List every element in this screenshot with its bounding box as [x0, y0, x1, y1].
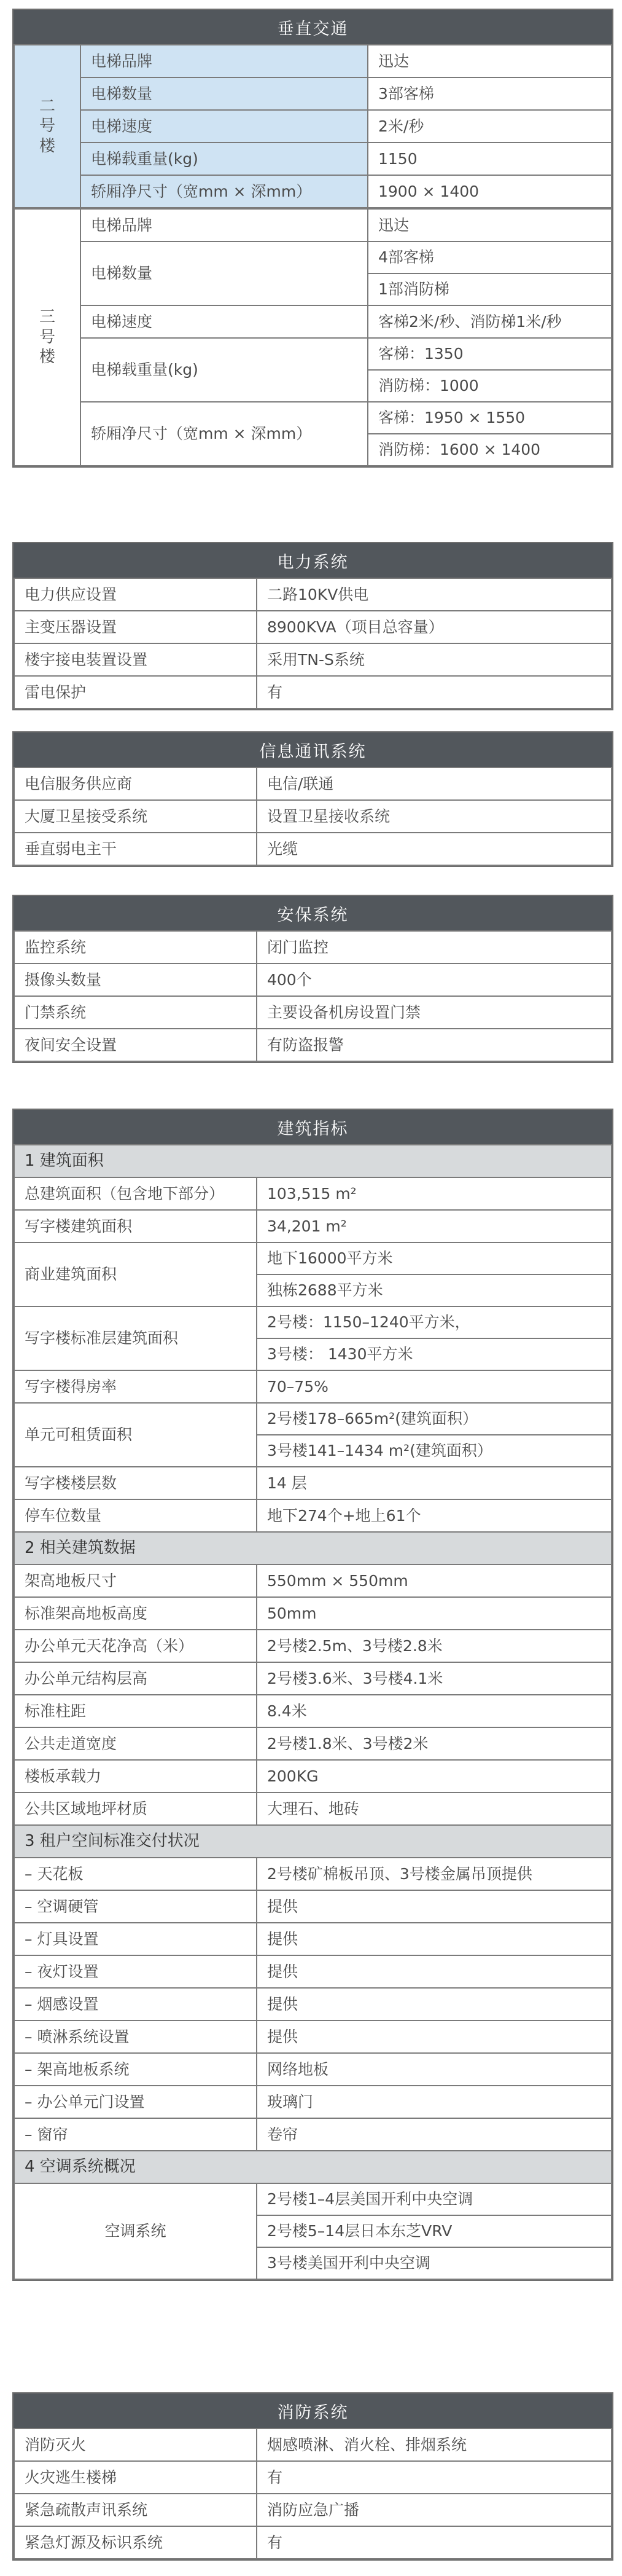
row-key: 写字楼楼层数 [14, 1467, 257, 1499]
row-key: 轿厢净尺寸（宽mm × 深mm） [80, 175, 368, 208]
row-value: 提供 [257, 1955, 612, 1988]
row-value: 烟感喷淋、消火栓、排烟系统 [257, 2429, 612, 2461]
row-value: 有 [257, 676, 612, 709]
row-key: 电梯载重量(kg) [80, 338, 368, 402]
building-3-label: 三号楼 [14, 209, 80, 466]
building-2-label: 二号楼 [14, 45, 80, 208]
row-key: 电信服务供应商 [14, 768, 257, 800]
row-value: 提供 [257, 1890, 612, 1923]
row-key: 标准架高地板高度 [14, 1597, 257, 1630]
row-value: 8900KVA（项目总容量） [257, 611, 612, 643]
row-value: 2号楼3.6米、3号楼4.1米 [257, 1662, 612, 1695]
fire-section [12, 2392, 613, 2561]
row-value: 34,201 m² [257, 1210, 612, 1243]
row-key: 消防灭火 [14, 2429, 257, 2461]
row-value: 消防应急广播 [257, 2494, 612, 2526]
row-key: – 窗帘 [14, 2118, 257, 2151]
row-value: 1150 [368, 143, 612, 175]
row-key: 监控系统 [14, 931, 257, 964]
row-value: 2号楼5–14层日本东芝VRV [257, 2215, 611, 2247]
row-value: 迅达 [368, 45, 612, 77]
row-value: 客梯：1350 [378, 345, 464, 363]
row-value: 有 [257, 2526, 612, 2559]
subsection-title: 1 建筑面积 [14, 1145, 612, 1177]
vertical-transport-section [12, 9, 613, 468]
row-key: 单元可租赁面积 [14, 1403, 257, 1467]
row-value: 消防梯：1000 [368, 370, 611, 401]
row-value: 2号楼2.5m、3号楼2.8米 [257, 1630, 612, 1662]
row-key: 空调系统 [14, 2183, 257, 2279]
building-3-table [14, 208, 612, 466]
row-value: 2号楼矿棉板吊顶、3号楼金属吊顶提供 [257, 1858, 612, 1890]
row-value: 2米/秒 [368, 110, 612, 143]
row-value: 1部消防梯 [368, 273, 611, 305]
row-value: 设置卫星接收系统 [257, 800, 612, 833]
building-metrics-table [14, 1144, 612, 2280]
section-title: 建筑指标 [14, 1110, 612, 1144]
row-value: 玻璃门 [257, 2086, 612, 2118]
row-key: 写字楼标准层建筑面积 [14, 1306, 257, 1370]
row-value: 客梯2米/秒、消防梯1米/秒 [378, 312, 562, 331]
row-key: 公共走道宽度 [14, 1727, 257, 1760]
row-value: 大理石、地砖 [257, 1793, 612, 1825]
row-value: 14 层 [257, 1467, 612, 1499]
row-value: 提供 [257, 1988, 612, 2020]
row-key: 停车位数量 [14, 1499, 257, 1532]
row-key: 轿厢净尺寸（宽mm × 深mm） [80, 402, 368, 466]
row-value: 二路10KV供电 [257, 578, 612, 611]
row-key: – 办公单元门设置 [14, 2086, 257, 2118]
row-key: 电梯品牌 [80, 209, 368, 242]
row-value: 3号楼141–1434 m²(建筑面积） [257, 1435, 611, 1466]
row-key: 紧急疏散声讯系统 [14, 2494, 257, 2526]
row-key: – 架高地板系统 [14, 2053, 257, 2086]
row-value: 3号楼： 1430平方米 [257, 1338, 611, 1370]
section-title: 信息通讯系统 [14, 732, 612, 767]
row-key: – 烟感设置 [14, 1988, 257, 2020]
building-2-table [14, 44, 612, 208]
row-key: 办公单元结构层高 [14, 1662, 257, 1695]
row-key: 总建筑面积（包含地下部分） [14, 1177, 257, 1210]
row-key: 标准柱距 [14, 1695, 257, 1727]
row-value: 2号楼1–4层美国开利中央空调 [267, 2190, 473, 2209]
row-value: 2号楼1.8米、3号楼2米 [257, 1727, 612, 1760]
row-value: 消防梯：1600 × 1400 [368, 434, 611, 465]
row-value: 50mm [257, 1597, 612, 1630]
row-key: 写字楼建筑面积 [14, 1210, 257, 1243]
telecom-section [12, 731, 613, 867]
row-value: 3号楼美国开利中央空调 [257, 2247, 611, 2279]
row-key: 电梯速度 [80, 110, 368, 143]
row-value: 闭门监控 [257, 931, 612, 964]
row-value: 8.4米 [257, 1695, 612, 1727]
row-value: 地下16000平方米 [267, 1249, 393, 1268]
section-title: 消防系统 [14, 2393, 612, 2428]
power-section [12, 542, 613, 710]
row-key: 雷电保护 [14, 676, 257, 709]
row-value: 独栋2688平方米 [257, 1274, 611, 1306]
row-value: 卷帘 [257, 2118, 612, 2151]
row-key: 火灾逃生楼梯 [14, 2461, 257, 2494]
row-key: – 灯具设置 [14, 1923, 257, 1955]
row-value: 主要设备机房设置门禁 [257, 996, 612, 1029]
row-key: 楼板承载力 [14, 1760, 257, 1793]
row-key: 楼宇接电装置设置 [14, 643, 257, 676]
row-value: 400个 [257, 964, 612, 996]
row-key: 大厦卫星接受系统 [14, 800, 257, 833]
row-key: – 夜灯设置 [14, 1955, 257, 1988]
row-key: 夜间安全设置 [14, 1029, 257, 1061]
row-value: 有防盗报警 [257, 1029, 612, 1061]
row-value: 103,515 m² [257, 1177, 612, 1210]
row-key: 办公单元天花净高（米） [14, 1630, 257, 1662]
row-value: 有 [257, 2461, 612, 2494]
row-value: 采用TN-S系统 [257, 643, 612, 676]
section-title: 电力系统 [14, 543, 612, 578]
row-value: 电信/联通 [257, 768, 612, 800]
row-key: – 天花板 [14, 1858, 257, 1890]
row-key: 电力供应设置 [14, 578, 257, 611]
row-value: 3部客梯 [368, 77, 612, 110]
row-key: – 空调硬管 [14, 1890, 257, 1923]
subsection-title: 4 空调系统概况 [14, 2151, 612, 2183]
row-value: 提供 [257, 2020, 612, 2053]
security-section [12, 895, 613, 1063]
row-key: 电梯数量 [80, 242, 368, 305]
building-metrics-section [12, 1109, 613, 2281]
row-value: 200KG [257, 1760, 612, 1793]
row-key: 电梯品牌 [80, 45, 368, 77]
row-key: 写字楼得房率 [14, 1370, 257, 1403]
row-value: 70–75% [257, 1370, 612, 1403]
row-value: 网络地板 [257, 2053, 612, 2086]
row-key: 垂直弱电主干 [14, 833, 257, 865]
row-value: 提供 [257, 1923, 612, 1955]
section-title: 垂直交通 [14, 10, 612, 44]
power-table [14, 578, 612, 709]
row-value: 光缆 [257, 833, 612, 865]
row-value: 2号楼178–665m²(建筑面积） [267, 1410, 478, 1428]
row-key: 电梯载重量(kg) [80, 143, 368, 175]
row-key: 电梯速度 [80, 305, 368, 338]
row-key: 紧急灯源及标识系统 [14, 2526, 257, 2559]
row-value: 迅达 [378, 216, 410, 234]
fire-table [14, 2428, 612, 2559]
section-title: 安保系统 [14, 896, 612, 930]
row-key: 公共区域地坪材质 [14, 1793, 257, 1825]
row-value: 客梯：1950 × 1550 [378, 409, 526, 427]
security-table [14, 930, 612, 1062]
subsection-title: 2 相关建筑数据 [14, 1532, 612, 1565]
row-key: – 喷淋系统设置 [14, 2020, 257, 2053]
row-key: 门禁系统 [14, 996, 257, 1029]
row-value: 1900 × 1400 [368, 175, 612, 208]
row-key: 主变压器设置 [14, 611, 257, 643]
row-key: 电梯数量 [80, 77, 368, 110]
row-key: 商业建筑面积 [14, 1243, 257, 1306]
row-key: 摄像头数量 [14, 964, 257, 996]
row-key: 架高地板尺寸 [14, 1565, 257, 1597]
row-value: 2号楼：1150–1240平方米， [267, 1313, 470, 1332]
row-value: 4部客梯 [378, 248, 434, 267]
row-value: 地下274个+地上61个 [257, 1499, 612, 1532]
row-value: 550mm × 550mm [257, 1565, 612, 1597]
telecom-table [14, 767, 612, 866]
subsection-title: 3 租户空间标准交付状况 [14, 1825, 612, 1858]
